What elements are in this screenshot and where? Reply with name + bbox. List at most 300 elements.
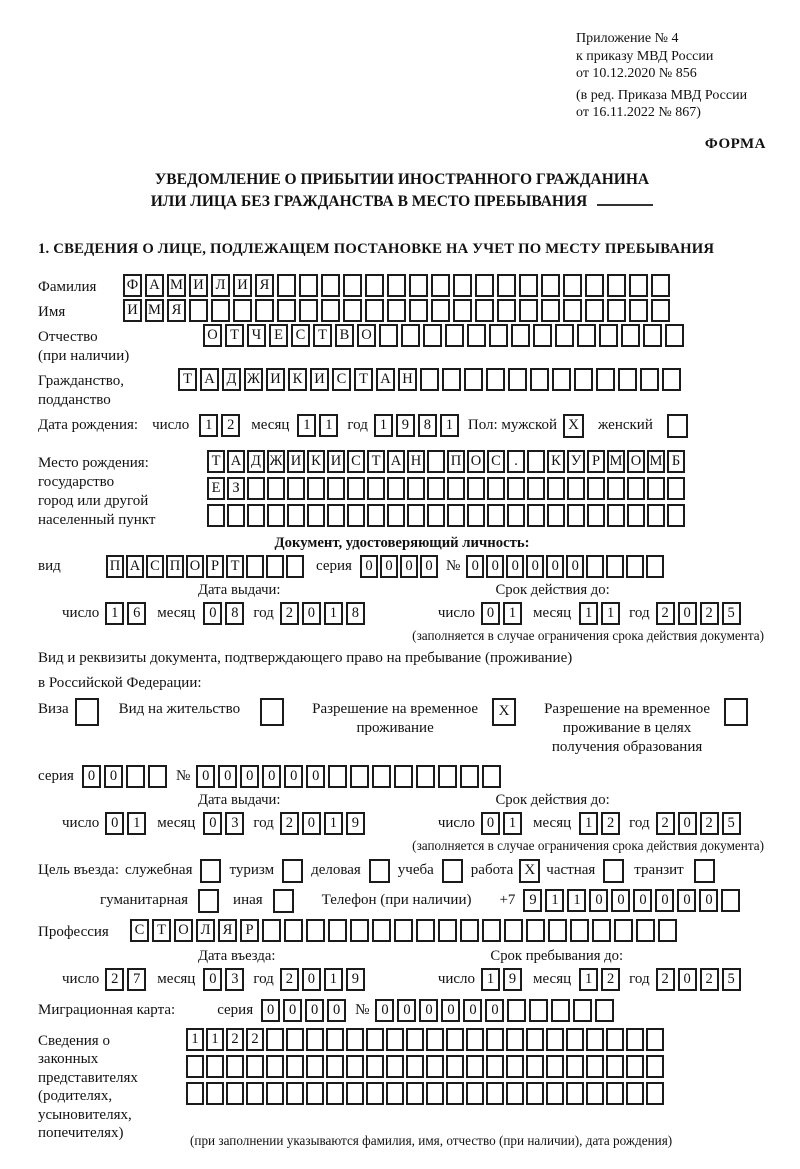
char-cell[interactable]	[546, 1082, 564, 1105]
char-cell[interactable]	[343, 299, 362, 322]
rvp-checkbox[interactable]: X	[492, 698, 516, 726]
char-cell[interactable]: 2	[700, 968, 719, 991]
char-cell[interactable]	[567, 477, 585, 500]
char-cell[interactable]: К	[307, 450, 325, 473]
char-cell[interactable]: А	[200, 368, 219, 391]
char-cell[interactable]: О	[627, 450, 645, 473]
char-cell[interactable]	[658, 919, 677, 942]
char-cell[interactable]	[387, 504, 405, 527]
char-cell[interactable]	[247, 477, 265, 500]
char-cell[interactable]	[646, 1082, 664, 1105]
char-cell[interactable]	[431, 274, 450, 297]
char-cell[interactable]	[328, 765, 347, 788]
char-cell[interactable]	[460, 765, 479, 788]
char-cell[interactable]	[426, 1028, 444, 1051]
char-cell[interactable]	[667, 477, 685, 500]
char-cell[interactable]	[286, 1082, 304, 1105]
char-cell[interactable]	[266, 555, 284, 578]
char-cell[interactable]	[226, 1055, 244, 1078]
char-cell[interactable]: Р	[240, 919, 259, 942]
char-cell[interactable]: 1	[105, 602, 124, 625]
char-cell[interactable]	[506, 1082, 524, 1105]
char-cell[interactable]	[466, 1055, 484, 1078]
char-cell[interactable]	[577, 324, 596, 347]
char-cell[interactable]	[507, 504, 525, 527]
char-cell[interactable]: 1	[374, 414, 393, 437]
char-cell[interactable]	[266, 1055, 284, 1078]
char-cell[interactable]	[563, 299, 582, 322]
char-cell[interactable]: Т	[226, 555, 244, 578]
char-cell[interactable]: Б	[667, 450, 685, 473]
char-cell[interactable]	[372, 765, 391, 788]
char-cell[interactable]: 0	[397, 999, 416, 1022]
char-cell[interactable]	[527, 504, 545, 527]
char-cell[interactable]	[526, 919, 545, 942]
char-cell[interactable]: 0	[104, 765, 123, 788]
char-cell[interactable]	[643, 324, 662, 347]
char-cell[interactable]: С	[487, 450, 505, 473]
char-cell[interactable]: Т	[367, 450, 385, 473]
char-cell[interactable]: 0	[589, 889, 608, 912]
char-cell[interactable]	[427, 504, 445, 527]
char-cell[interactable]	[267, 504, 285, 527]
char-cell[interactable]	[466, 1028, 484, 1051]
char-cell[interactable]	[233, 299, 252, 322]
char-cell[interactable]	[533, 324, 552, 347]
char-cell[interactable]	[626, 555, 644, 578]
char-cell[interactable]	[618, 368, 637, 391]
char-cell[interactable]	[387, 299, 406, 322]
char-cell[interactable]	[416, 919, 435, 942]
char-cell[interactable]	[636, 919, 655, 942]
char-cell[interactable]	[506, 1028, 524, 1051]
char-cell[interactable]	[367, 504, 385, 527]
char-cell[interactable]: 0	[566, 555, 584, 578]
char-cell[interactable]	[541, 274, 560, 297]
char-cell[interactable]: О	[467, 450, 485, 473]
char-cell[interactable]: 0	[380, 555, 398, 578]
char-cell[interactable]	[486, 1082, 504, 1105]
char-cell[interactable]	[346, 1082, 364, 1105]
char-cell[interactable]	[662, 368, 681, 391]
char-cell[interactable]	[326, 1028, 344, 1051]
char-cell[interactable]	[607, 274, 626, 297]
char-cell[interactable]	[552, 368, 571, 391]
char-cell[interactable]	[306, 1082, 324, 1105]
char-cell[interactable]: 0	[82, 765, 101, 788]
char-cell[interactable]: 0	[375, 999, 394, 1022]
char-cell[interactable]	[427, 450, 445, 473]
char-cell[interactable]	[646, 555, 664, 578]
purpose-business-checkbox[interactable]	[369, 859, 390, 883]
char-cell[interactable]: 0	[678, 812, 697, 835]
char-cell[interactable]	[286, 555, 304, 578]
char-cell[interactable]: 7	[127, 968, 146, 991]
char-cell[interactable]	[555, 324, 574, 347]
char-cell[interactable]: 1	[206, 1028, 224, 1051]
char-cell[interactable]	[372, 919, 391, 942]
char-cell[interactable]	[460, 919, 479, 942]
purpose-work-checkbox[interactable]: X	[519, 859, 540, 883]
char-cell[interactable]	[467, 477, 485, 500]
char-cell[interactable]: 0	[677, 889, 696, 912]
char-cell[interactable]	[721, 889, 740, 912]
char-cell[interactable]	[447, 504, 465, 527]
char-cell[interactable]	[409, 274, 428, 297]
char-cell[interactable]: З	[227, 477, 245, 500]
char-cell[interactable]	[365, 274, 384, 297]
char-cell[interactable]: 1	[579, 968, 598, 991]
char-cell[interactable]	[606, 555, 624, 578]
char-cell[interactable]: 5	[722, 602, 741, 625]
char-cell[interactable]: С	[347, 450, 365, 473]
char-cell[interactable]	[464, 368, 483, 391]
char-cell[interactable]	[614, 919, 633, 942]
char-cell[interactable]	[387, 274, 406, 297]
char-cell[interactable]	[420, 368, 439, 391]
char-cell[interactable]	[346, 1055, 364, 1078]
char-cell[interactable]	[409, 299, 428, 322]
char-cell[interactable]: Т	[207, 450, 225, 473]
char-cell[interactable]: 0	[261, 999, 280, 1022]
char-cell[interactable]	[446, 1028, 464, 1051]
char-cell[interactable]: 0	[305, 999, 324, 1022]
char-cell[interactable]	[466, 1082, 484, 1105]
char-cell[interactable]	[508, 368, 527, 391]
char-cell[interactable]	[566, 1028, 584, 1051]
char-cell[interactable]: 1	[297, 414, 316, 437]
char-cell[interactable]: 0	[105, 812, 124, 835]
char-cell[interactable]	[586, 1082, 604, 1105]
char-cell[interactable]	[667, 504, 685, 527]
char-cell[interactable]: Н	[407, 450, 425, 473]
char-cell[interactable]	[585, 274, 604, 297]
char-cell[interactable]: 5	[722, 812, 741, 835]
char-cell[interactable]	[506, 1055, 524, 1078]
char-cell[interactable]	[486, 1055, 504, 1078]
char-cell[interactable]: 2	[280, 968, 299, 991]
char-cell[interactable]	[207, 504, 225, 527]
char-cell[interactable]: А	[387, 450, 405, 473]
char-cell[interactable]	[246, 555, 264, 578]
char-cell[interactable]: 0	[485, 999, 504, 1022]
residence-permit-checkbox[interactable]	[260, 698, 284, 726]
char-cell[interactable]: С	[332, 368, 351, 391]
char-cell[interactable]: 0	[360, 555, 378, 578]
char-cell[interactable]: 0	[506, 555, 524, 578]
char-cell[interactable]: 2	[221, 414, 240, 437]
char-cell[interactable]	[407, 504, 425, 527]
char-cell[interactable]: Р	[587, 450, 605, 473]
char-cell[interactable]	[266, 1028, 284, 1051]
char-cell[interactable]	[596, 368, 615, 391]
char-cell[interactable]	[546, 1055, 564, 1078]
char-cell[interactable]	[386, 1082, 404, 1105]
char-cell[interactable]: А	[227, 450, 245, 473]
char-cell[interactable]: 1	[324, 812, 343, 835]
char-cell[interactable]	[287, 504, 305, 527]
char-cell[interactable]	[227, 504, 245, 527]
char-cell[interactable]	[226, 1082, 244, 1105]
char-cell[interactable]: 0	[481, 602, 500, 625]
char-cell[interactable]: О	[174, 919, 193, 942]
char-cell[interactable]	[446, 1082, 464, 1105]
purpose-transit-checkbox[interactable]	[694, 859, 715, 883]
char-cell[interactable]: 0	[218, 765, 237, 788]
char-cell[interactable]: И	[327, 450, 345, 473]
char-cell[interactable]	[587, 477, 605, 500]
char-cell[interactable]: 1	[503, 812, 522, 835]
char-cell[interactable]: 2	[601, 968, 620, 991]
char-cell[interactable]: И	[266, 368, 285, 391]
char-cell[interactable]: 0	[306, 765, 325, 788]
char-cell[interactable]: 1	[579, 602, 598, 625]
char-cell[interactable]	[286, 1055, 304, 1078]
char-cell[interactable]: 0	[463, 999, 482, 1022]
char-cell[interactable]: П	[106, 555, 124, 578]
char-cell[interactable]	[607, 504, 625, 527]
char-cell[interactable]	[366, 1055, 384, 1078]
char-cell[interactable]: А	[126, 555, 144, 578]
char-cell[interactable]: И	[233, 274, 252, 297]
char-cell[interactable]	[426, 1082, 444, 1105]
char-cell[interactable]: 1	[319, 414, 338, 437]
char-cell[interactable]: 0	[678, 602, 697, 625]
char-cell[interactable]	[246, 1082, 264, 1105]
char-cell[interactable]	[647, 504, 665, 527]
char-cell[interactable]: Е	[269, 324, 288, 347]
char-cell[interactable]: Е	[207, 477, 225, 500]
char-cell[interactable]: 0	[327, 999, 346, 1022]
char-cell[interactable]: 0	[486, 555, 504, 578]
char-cell[interactable]	[326, 1082, 344, 1105]
char-cell[interactable]	[211, 299, 230, 322]
char-cell[interactable]: 0	[302, 812, 321, 835]
char-cell[interactable]	[627, 477, 645, 500]
sex-female-checkbox[interactable]	[667, 414, 688, 438]
char-cell[interactable]: Т	[178, 368, 197, 391]
char-cell[interactable]: 0	[419, 999, 438, 1022]
char-cell[interactable]: 2	[700, 812, 719, 835]
char-cell[interactable]: К	[288, 368, 307, 391]
char-cell[interactable]: П	[166, 555, 184, 578]
char-cell[interactable]: И	[310, 368, 329, 391]
char-cell[interactable]	[486, 368, 505, 391]
char-cell[interactable]: 2	[105, 968, 124, 991]
char-cell[interactable]	[599, 324, 618, 347]
char-cell[interactable]: С	[146, 555, 164, 578]
rvp-edu-checkbox[interactable]	[724, 698, 748, 726]
char-cell[interactable]: 9	[503, 968, 522, 991]
char-cell[interactable]: 2	[601, 812, 620, 835]
char-cell[interactable]	[350, 919, 369, 942]
char-cell[interactable]	[206, 1055, 224, 1078]
char-cell[interactable]: О	[203, 324, 222, 347]
char-cell[interactable]: А	[376, 368, 395, 391]
char-cell[interactable]	[570, 919, 589, 942]
char-cell[interactable]	[586, 555, 604, 578]
char-cell[interactable]	[299, 299, 318, 322]
char-cell[interactable]: Д	[222, 368, 241, 391]
char-cell[interactable]	[307, 477, 325, 500]
char-cell[interactable]: 1	[579, 812, 598, 835]
char-cell[interactable]	[530, 368, 549, 391]
char-cell[interactable]	[486, 1028, 504, 1051]
purpose-study-checkbox[interactable]	[442, 859, 463, 883]
char-cell[interactable]	[327, 477, 345, 500]
char-cell[interactable]: 8	[346, 602, 365, 625]
char-cell[interactable]	[266, 1082, 284, 1105]
char-cell[interactable]: М	[647, 450, 665, 473]
char-cell[interactable]: Ф	[123, 274, 142, 297]
char-cell[interactable]: 0	[466, 555, 484, 578]
char-cell[interactable]: М	[607, 450, 625, 473]
char-cell[interactable]	[511, 324, 530, 347]
char-cell[interactable]	[406, 1028, 424, 1051]
char-cell[interactable]: 1	[567, 889, 586, 912]
char-cell[interactable]	[423, 324, 442, 347]
char-cell[interactable]	[607, 299, 626, 322]
char-cell[interactable]	[346, 1028, 364, 1051]
char-cell[interactable]: 0	[481, 812, 500, 835]
char-cell[interactable]	[586, 1055, 604, 1078]
char-cell[interactable]	[438, 765, 457, 788]
char-cell[interactable]	[350, 765, 369, 788]
char-cell[interactable]: .	[507, 450, 525, 473]
char-cell[interactable]	[148, 765, 167, 788]
char-cell[interactable]	[366, 1028, 384, 1051]
char-cell[interactable]	[431, 299, 450, 322]
char-cell[interactable]	[526, 1055, 544, 1078]
char-cell[interactable]	[277, 299, 296, 322]
char-cell[interactable]	[327, 504, 345, 527]
char-cell[interactable]: 0	[203, 812, 222, 835]
char-cell[interactable]	[306, 919, 325, 942]
char-cell[interactable]: 0	[441, 999, 460, 1022]
char-cell[interactable]	[247, 504, 265, 527]
char-cell[interactable]: 0	[203, 968, 222, 991]
char-cell[interactable]: 3	[225, 812, 244, 835]
char-cell[interactable]: Я	[255, 274, 274, 297]
char-cell[interactable]	[606, 1082, 624, 1105]
char-cell[interactable]: И	[189, 274, 208, 297]
char-cell[interactable]	[367, 477, 385, 500]
purpose-official-checkbox[interactable]	[200, 859, 221, 883]
char-cell[interactable]: Ч	[247, 324, 266, 347]
char-cell[interactable]: 2	[656, 968, 675, 991]
char-cell[interactable]: 0	[678, 968, 697, 991]
char-cell[interactable]	[347, 477, 365, 500]
char-cell[interactable]	[606, 1028, 624, 1051]
char-cell[interactable]	[519, 274, 538, 297]
char-cell[interactable]	[306, 1028, 324, 1051]
char-cell[interactable]	[445, 324, 464, 347]
char-cell[interactable]: 2	[226, 1028, 244, 1051]
char-cell[interactable]	[442, 368, 461, 391]
char-cell[interactable]	[651, 274, 670, 297]
char-cell[interactable]: 2	[700, 602, 719, 625]
char-cell[interactable]: 8	[225, 602, 244, 625]
char-cell[interactable]: 0	[400, 555, 418, 578]
char-cell[interactable]	[427, 477, 445, 500]
char-cell[interactable]: 2	[280, 602, 299, 625]
char-cell[interactable]	[497, 274, 516, 297]
char-cell[interactable]	[306, 1055, 324, 1078]
char-cell[interactable]: 6	[127, 602, 146, 625]
char-cell[interactable]	[287, 477, 305, 500]
char-cell[interactable]: С	[291, 324, 310, 347]
char-cell[interactable]	[438, 919, 457, 942]
char-cell[interactable]: 1	[601, 602, 620, 625]
char-cell[interactable]	[262, 919, 281, 942]
purpose-tourism-checkbox[interactable]	[282, 859, 303, 883]
char-cell[interactable]: Т	[152, 919, 171, 942]
char-cell[interactable]	[566, 1082, 584, 1105]
char-cell[interactable]: И	[123, 299, 142, 322]
char-cell[interactable]	[321, 299, 340, 322]
char-cell[interactable]	[394, 919, 413, 942]
char-cell[interactable]: 1	[324, 968, 343, 991]
char-cell[interactable]	[646, 1055, 664, 1078]
char-cell[interactable]: 5	[722, 968, 741, 991]
char-cell[interactable]: 0	[203, 602, 222, 625]
char-cell[interactable]: 0	[420, 555, 438, 578]
char-cell[interactable]	[606, 1055, 624, 1078]
char-cell[interactable]	[541, 299, 560, 322]
char-cell[interactable]	[189, 299, 208, 322]
purpose-private-checkbox[interactable]	[603, 859, 624, 883]
char-cell[interactable]	[482, 765, 501, 788]
char-cell[interactable]	[206, 1082, 224, 1105]
char-cell[interactable]: П	[447, 450, 465, 473]
char-cell[interactable]	[246, 1055, 264, 1078]
char-cell[interactable]: 1	[481, 968, 500, 991]
char-cell[interactable]: 0	[526, 555, 544, 578]
char-cell[interactable]	[547, 504, 565, 527]
char-cell[interactable]	[447, 477, 465, 500]
char-cell[interactable]	[547, 477, 565, 500]
char-cell[interactable]	[621, 324, 640, 347]
char-cell[interactable]	[526, 1028, 544, 1051]
char-cell[interactable]	[426, 1055, 444, 1078]
char-cell[interactable]: 0	[284, 765, 303, 788]
char-cell[interactable]: 1	[186, 1028, 204, 1051]
char-cell[interactable]	[640, 368, 659, 391]
sex-male-checkbox[interactable]: X	[563, 414, 584, 438]
char-cell[interactable]	[406, 1082, 424, 1105]
char-cell[interactable]	[563, 274, 582, 297]
char-cell[interactable]	[551, 999, 570, 1022]
char-cell[interactable]: 1	[127, 812, 146, 835]
char-cell[interactable]	[629, 299, 648, 322]
char-cell[interactable]: 0	[262, 765, 281, 788]
char-cell[interactable]	[646, 1028, 664, 1051]
char-cell[interactable]: 1	[545, 889, 564, 912]
char-cell[interactable]: Т	[313, 324, 332, 347]
char-cell[interactable]	[416, 765, 435, 788]
char-cell[interactable]	[286, 1028, 304, 1051]
char-cell[interactable]	[507, 999, 526, 1022]
char-cell[interactable]	[343, 274, 362, 297]
char-cell[interactable]	[379, 324, 398, 347]
char-cell[interactable]	[326, 1055, 344, 1078]
char-cell[interactable]	[504, 919, 523, 942]
char-cell[interactable]	[626, 1055, 644, 1078]
char-cell[interactable]	[365, 299, 384, 322]
char-cell[interactable]	[475, 299, 494, 322]
char-cell[interactable]	[585, 299, 604, 322]
char-cell[interactable]: В	[335, 324, 354, 347]
